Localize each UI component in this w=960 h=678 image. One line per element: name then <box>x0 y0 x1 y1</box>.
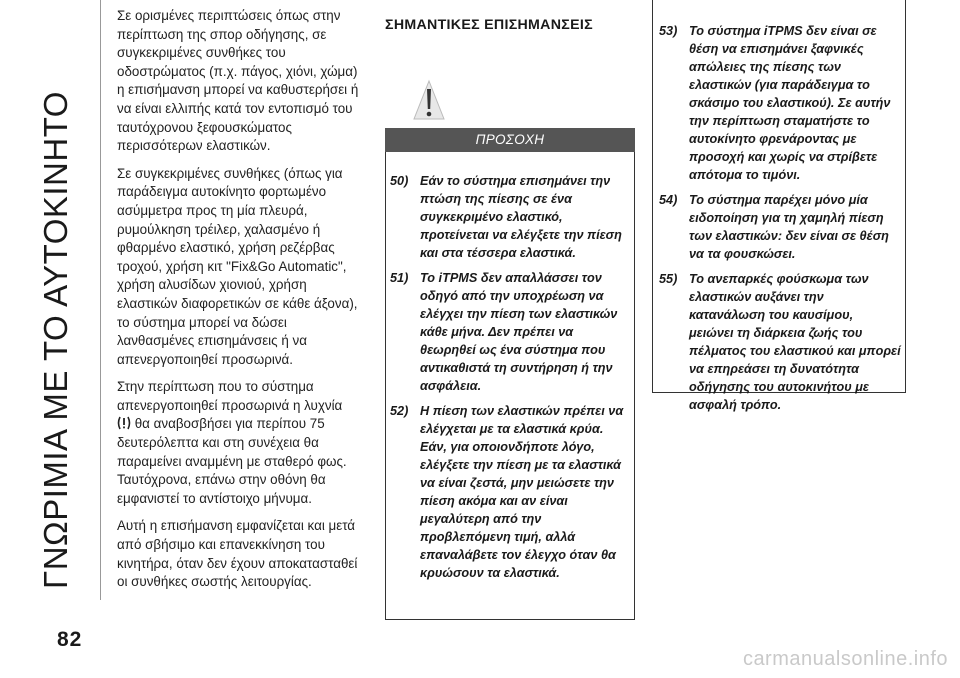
note-text: Το ανεπαρκές φούσκωμα των ελαστικών αυξάνει την κατανάλωση του καυσίμου, μειώνει τη διάρκεια ζωής του πέλματος του ελαστικού και μπορεί να επηρεάσει τη δυνατότητα οδήγησης του αυτοκινήτου με ασφαλή τρόπο. <box>689 272 901 412</box>
note-number: 52) <box>390 404 409 418</box>
paragraph-3-end: θα αναβοσβήσει για περίπου 75 δευτερόλεπτα και στη συνέχεια θα παραμείνει αναμμένη με σταθερό φως. Ταυτόχρονα, επάνω στην οθόνη θα εμφανιστεί το αντίστοιχο μήνυμα. <box>117 416 347 506</box>
warning-list-continued <box>653 0 905 414</box>
paragraph-2: Σε συγκεκριμένες συνθήκες (όπως για παράδειγμα αυτοκίνητο φορτωμένο ασύμμετρα προς τη μία πλευρά, ρυμούλκηση τρέιλερ, χαλασμένο ή φθαρμένο ελαστικό, χρήση ρεζέρβας τροχού, χρήση κιτ "Fix&Go Automatic", χρήση αλυσίδων χιονιού, χρήση ελαστικών διαφορετικών σε κάθε άξονα), το σύστημα μπορεί να δώσει λανθασμένες επισημάνσεις ή να απενεργοποιηθεί προσωρινά. <box>117 165 358 367</box>
note-number: 50) <box>390 174 409 188</box>
warning-note <box>390 172 630 262</box>
paragraph-3-start: Στην περίπτωση που το σύστημα απενεργοποιηθεί προσωρινά η λυχνία <box>117 379 343 413</box>
chapter-title-vertical: ΓΝΩΡΙΜΙΑ ΜΕ ΤΟ ΑΥΤΟΚΙΝΗΤΟ <box>37 91 74 589</box>
warning-note <box>659 22 901 184</box>
warning-note <box>659 270 901 414</box>
paragraph-1: Σε ορισμένες περιπτώσεις όπως στην περίπτωση της σπορ οδήγησης, σε συγκεκριμένες συνθήκες του οδοστρώματος (π.χ. πάγος, χιόνι, χώμα) η επισήμανση μπορεί να καθυστερήσει ή να είναι ελλιπής κατά τον εντοπισμό του ταυτόχρονου ξεφουσκώματος περισσότερων ελαστικών. <box>117 8 359 154</box>
warning-box-title: ΠΡΟΣΟΧΗ <box>385 128 635 152</box>
paragraph-3 <box>117 378 367 508</box>
note-number: 54) <box>659 193 678 207</box>
warnings-continued-box <box>652 0 906 412</box>
warning-box <box>385 152 635 620</box>
page-number: 82 <box>57 628 83 651</box>
warning-note <box>390 402 630 582</box>
warning-note <box>659 191 901 263</box>
note-text: Το σύστημα iTPMS δεν είναι σε θέση να επισημάνει ξαφνικές απώλειες της πίεσης των ελαστικών (για παράδειγμα το σκάσιμο του ελαστικού). Σε αυτήν την περίπτωση σταματήστε το αυτοκίνητο φρενάροντας με προσοχή και χωρίς να στρίβετε απότομα το τιμόνι. <box>689 24 891 182</box>
warnings-column <box>385 0 635 580</box>
warning-note <box>390 269 630 395</box>
note-text: Εάν το σύστημα επισημάνει την πτώση της πίεσης σε ένα συγκεκριμένο ελαστικό, προτείνεται να ελέγξετε την πίεση και στα τέσσερα ελαστικά. <box>420 174 622 260</box>
note-number: 51) <box>390 271 409 285</box>
note-text: Το iTPMS δεν απαλλάσσει τον οδηγό από την υποχρέωση να ελέγχει την πίεση των ελαστικών κάθε μήνα. Δεν πρέπει να θεωρηθεί ως ένα σύστημα που αντικαθιστά τη συντήρηση ή την ασφάλεια. <box>420 271 618 393</box>
warning-list <box>386 152 634 582</box>
note-number: 55) <box>659 272 678 286</box>
section-title: ΣΗΜΑΝΤΙΚΕΣ ΕΠΙΣΗΜΑΝΣΕΙΣ <box>385 17 593 33</box>
note-text: Η πίεση των ελαστικών πρέπει να ελέγχεται με τα ελαστικά κρύα. Εάν, για οποιονδήποτε λόγο, ελέγξετε την πίεση με τα ελαστικά να είναι ζεστά, μην μειώσετε την πίεση ακόμα και αν είναι μεγαλύτερη από την προβλεπόμενη τιμή, αλλά επαναλάβετε τον έλεγχο όταν θα κρυώσουν τα ελαστικά. <box>420 404 624 580</box>
warning-triangle-icon <box>412 79 446 122</box>
note-number: 53) <box>659 24 678 38</box>
tire-pressure-warning-icon <box>117 415 131 431</box>
paragraph-4: Αυτή η επισήμανση εμφανίζεται και μετά από σβήσιμο και επανεκκίνηση του κινητήρα, όταν δεν έχουν αποκατασταθεί οι συνθήκες σωστής λειτουργίας. <box>117 518 358 590</box>
watermark: carmanualsonline.info <box>742 648 948 670</box>
side-divider <box>100 0 101 600</box>
note-text: Το σύστημα παρέχει μόνο μία ειδοποίηση για τη χαμηλή πίεση των ελαστικών: δεν είναι σε θέση να τα φουσκώσει. <box>689 193 889 261</box>
body-column-1 <box>117 7 367 601</box>
